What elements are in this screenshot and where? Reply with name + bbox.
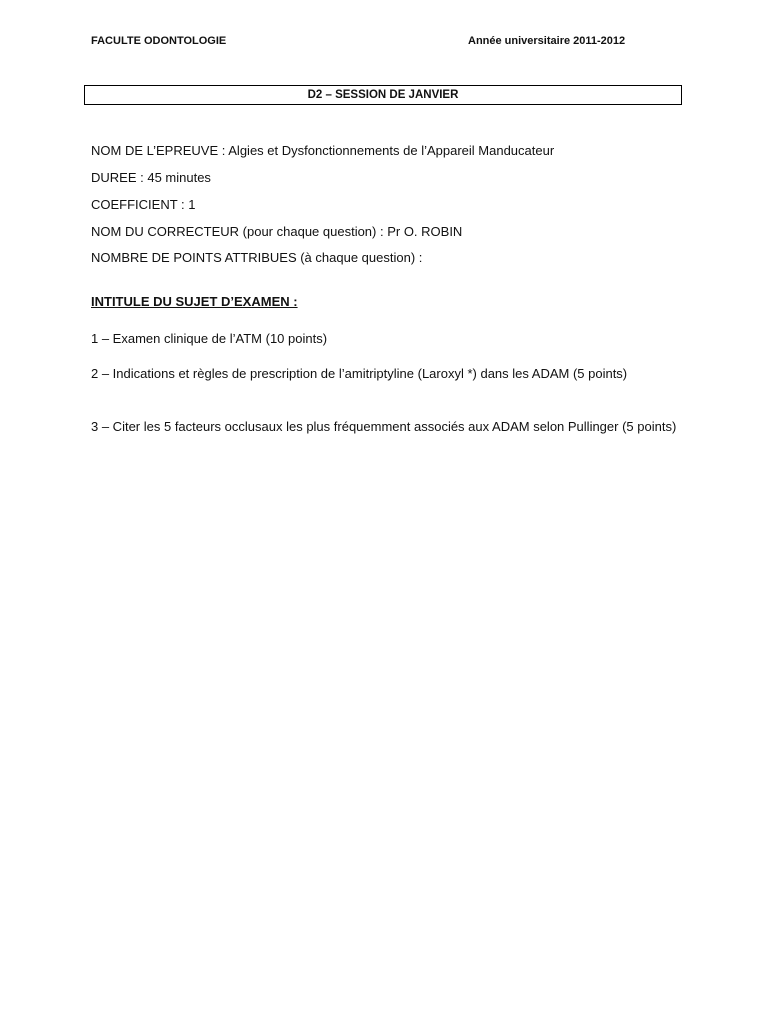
coefficient-line: COEFFICIENT : 1 (91, 197, 196, 212)
duration-line: DUREE : 45 minutes (91, 170, 211, 185)
session-title-box (84, 85, 682, 105)
question-3: 3 – Citer les 5 facteurs occlusaux les plus fréquemment associés aux ADAM selon Pullinger (5 points) (91, 419, 677, 434)
question-2: 2 – Indications et règles de prescription de l’amitriptyline (Laroxyl *) dans les ADAM (5 points) (91, 366, 628, 381)
corrector-line: NOM DU CORRECTEUR (pour chaque question) : Pr O. ROBIN (91, 224, 463, 239)
session-title: D2 – SESSION DE JANVIER (307, 89, 459, 101)
points-line: NOMBRE DE POINTS ATTRIBUES (à chaque question) : (91, 250, 423, 265)
exam-name-line: NOM DE L’EPREUVE : Algies et Dysfonctionnements de l’Appareil Manducateur (91, 143, 555, 158)
subject-title: INTITULE DU SUJET D’EXAMEN : (91, 294, 298, 309)
academic-year-header: Année universitaire 2011-2012 (468, 35, 626, 47)
faculty-header: FACULTE ODONTOLOGIE (91, 35, 227, 47)
question-1: 1 – Examen clinique de l’ATM (10 points) (91, 331, 328, 346)
